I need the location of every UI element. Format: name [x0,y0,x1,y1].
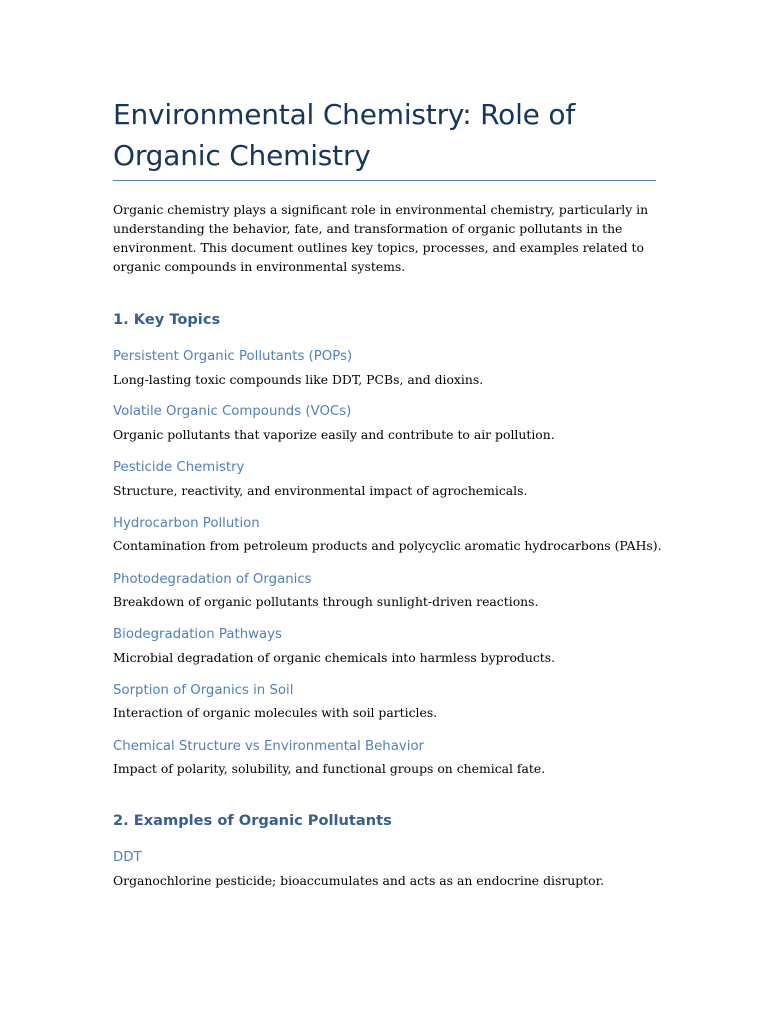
topic-title-hydrocarbon: Hydrocarbon Pollution [113,516,260,531]
topic-text-sorption: Interaction of organic molecules with soil particles. [113,705,438,720]
topic-text-vocs: Organic pollutants that vaporize easily and contribute to air pollution. [113,427,555,442]
topic-title-pops: Persistent Organic Pollutants (POPs) [113,349,353,364]
section-heading-examples: 2. Examples of Organic Pollutants [113,812,392,829]
title-underline [113,180,656,181]
topic-text-hydrocarbon: Contamination from petroleum products and polycyclic aromatic hydrocarbons (PAHs). [113,538,662,553]
topic-title-pesticide: Pesticide Chemistry [113,460,245,475]
topic-text-structure-behavior: Impact of polarity, solubility, and functional groups on chemical fate. [113,761,546,776]
intro-paragraph: Organic chemistry plays a significant role in environmental chemistry, particularly in understanding the behavior, fate, and transformation of organic pollutants in the environment. This document outlines key topics, processes, and examples related to organic compounds in environmental systems. [113,202,649,274]
document-title: Environmental Chemistry: Role of Organic Chemistry [113,98,575,172]
topic-title-photodegradation: Photodegradation of Organics [113,572,312,587]
section-heading-key-topics: 1. Key Topics [113,311,221,328]
topic-title-vocs: Volatile Organic Compounds (VOCs) [113,404,352,419]
topic-text-pesticide: Structure, reactivity, and environmental impact of agrochemicals. [113,483,528,498]
topic-title-structure-behavior: Chemical Structure vs Environmental Behavior [113,739,425,754]
topic-title-biodegradation: Biodegradation Pathways [113,627,282,642]
topic-text-biodegradation: Microbial degradation of organic chemicals into harmless byproducts. [113,650,556,665]
example-text-ddt: Organochlorine pesticide; bioaccumulates and acts as an endocrine disruptor. [113,873,605,888]
topic-text-pops: Long-lasting toxic compounds like DDT, PCBs, and dioxins. [113,372,484,387]
topic-title-sorption: Sorption of Organics in Soil [113,683,294,698]
example-title-ddt: DDT [113,850,142,865]
topic-text-photodegradation: Breakdown of organic pollutants through sunlight-driven reactions. [113,594,539,609]
